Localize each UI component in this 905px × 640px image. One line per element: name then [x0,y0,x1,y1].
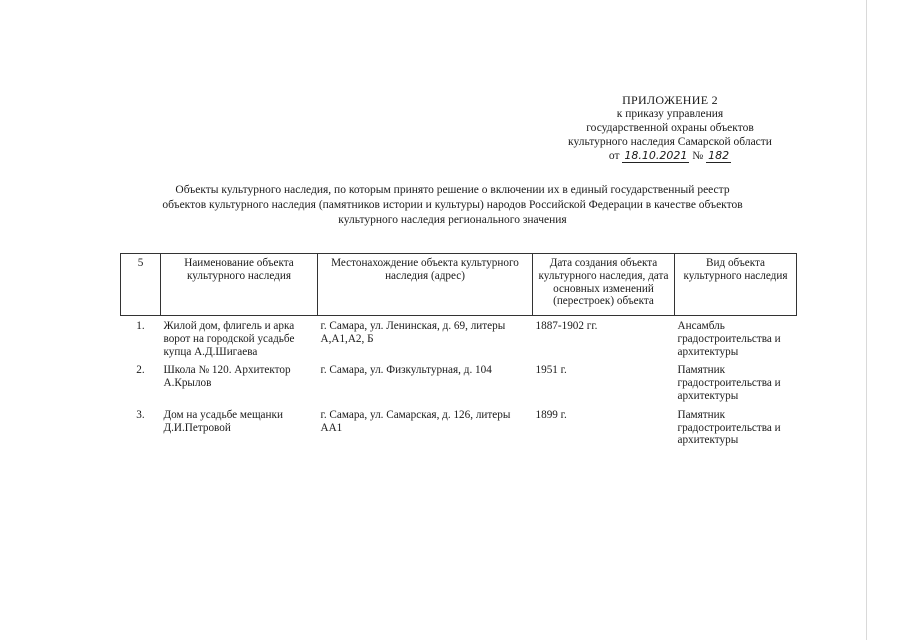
appendix-date-line [540,149,800,163]
heritage-table [120,253,797,449]
order-date: 18.10.2021 [624,149,688,162]
table-header-row [121,254,797,316]
table-row [121,316,797,361]
row-address: г. Самара, ул. Физкультурная, д. 104 [320,364,492,377]
row-number: 2. [136,364,145,377]
header-number: 5 [121,254,161,316]
row-date: 1951 г. [535,364,567,377]
row-type: Памятник градостроительства и архитектуры [677,364,781,402]
page-edge-line [866,0,867,640]
header-type: Вид объекта культурного наследия [675,254,797,316]
appendix-title: ПРИЛОЖЕНИЕ 2 [622,93,718,107]
order-number: 182 [708,149,730,162]
number-label: № [692,150,704,162]
row-name: Школа № 120. Архитектор А.Крылов [163,364,291,390]
document-heading [105,183,800,228]
header-address: Местонахождение объекта культурного наследия (адрес) [318,254,533,316]
heading-line-2: объектов культурного наследия (памятников истории и культуры) народов Российской Федерации в качестве объектов [162,199,743,211]
header-name: Наименование объекта культурного наследия [161,254,318,316]
appendix-block [540,93,800,163]
heading-line-1: Объекты культурного наследия, по которым принято решение о включении их в единый государственный реестр [175,184,730,196]
from-label: от [608,150,620,162]
header-date: Дата создания объекта культурного наследия, дата основных изменений (перестроек) объекта [533,254,675,316]
row-name: Жилой дом, флигель и арка ворот на городской усадьбе купца А.Д.Шигаева [163,320,295,358]
row-date: 1887-1902 гг. [535,320,598,332]
table-row [121,360,797,404]
row-address: г. Самара, ул. Ленинская, д. 69, литеры А,А1,А2, Б [320,320,506,345]
row-number: 3. [136,408,145,421]
row-type: Ансамбль градостроительства и архитектуры [677,320,781,358]
row-address: г. Самара, ул. Самарская, д. 126, литеры АА1 [320,408,511,434]
row-date: 1899 г. [535,408,567,421]
row-name: Дом на усадьбе мещанки Д.И.Петровой [163,408,283,434]
heading-line-3: культурного наследия регионального значения [338,214,567,226]
table-row [121,405,797,449]
row-type: Памятник градостроительства и архитектуры [677,408,781,447]
appendix-line-2: государственной охраны объектов [586,122,754,134]
appendix-line-1: к приказу управления [616,108,724,120]
row-number: 1. [136,320,145,332]
appendix-line-3: культурного наследия Самарской области [568,136,772,148]
